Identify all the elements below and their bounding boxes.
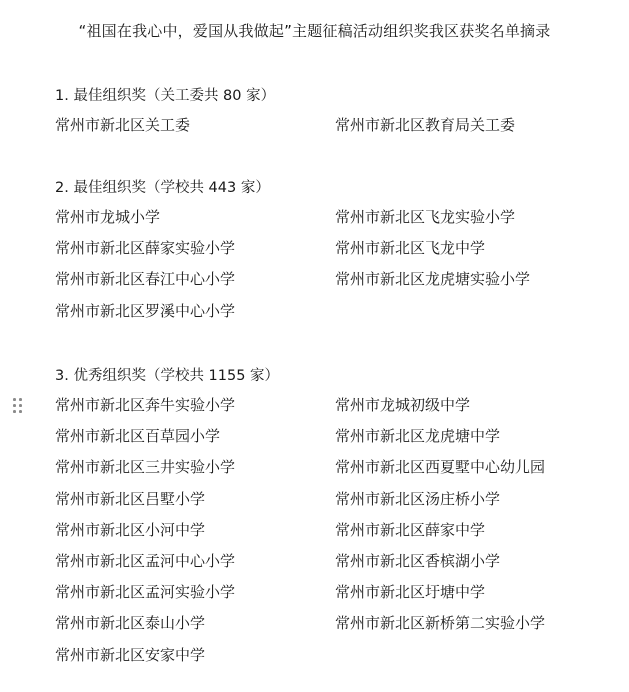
list-item: 常州市新北区罗溪中心小学 (55, 301, 236, 320)
section-best-organization-school (55, 177, 615, 332)
list-item: 常州市新北区三井实验小学 (55, 458, 236, 477)
section-heading: 3. 优秀组织奖（学校共 1155 家） (55, 368, 280, 384)
list-item: 常州市新北区龙虎塘中学 (335, 427, 501, 446)
section-heading: 2. 最佳组织奖（学校共 443 家） (55, 180, 270, 196)
list-item: 常州市新北区春江中心小学 (55, 270, 236, 289)
list-item: 常州市新北区孟河实验小学 (55, 583, 236, 602)
list-item: 常州市新北区汤庄桥小学 (335, 489, 501, 508)
list-item: 常州市龙城初级中学 (335, 396, 471, 414)
list-item: 常州市新北区新桥第二实验小学 (335, 614, 546, 633)
drag-handle-icon[interactable] (13, 398, 23, 414)
list-item: 常州市新北区孟河中心小学 (55, 551, 236, 570)
section-best-organization-committee (55, 85, 615, 146)
list-item: 常州市新北区龙虎塘实验小学 (335, 270, 531, 289)
list-item: 常州市新北区关工委 (55, 116, 191, 134)
list-item: 常州市新北区西夏墅中心幼儿园 (335, 458, 546, 477)
section-excellent-organization-school (55, 365, 615, 676)
list-item: 常州市新北区圩塘中学 (335, 583, 486, 602)
entry-list (55, 207, 615, 332)
list-item: 常州市新北区教育局关工委 (335, 116, 516, 134)
list-item: 常州市新北区飞龙实验小学 (335, 208, 516, 226)
list-item: 常州市新北区奔牛实验小学 (55, 396, 236, 414)
list-item: 常州市新北区薛家实验小学 (55, 239, 236, 258)
section-heading: 1. 最佳组织奖（关工委共 80 家） (55, 88, 276, 104)
list-item: 常州市新北区百草园小学 (55, 427, 221, 446)
list-item: 常州市龙城小学 (55, 208, 161, 226)
list-item: 常州市新北区香槟湖小学 (335, 551, 501, 570)
entry-list (55, 395, 615, 676)
list-item: 常州市新北区安家中学 (55, 645, 206, 664)
document-title: “祖国在我心中，爱国从我做起”主题征稿活动组织奖我区获奖名单摘录 (78, 22, 551, 40)
list-item: 常州市新北区薛家中学 (335, 520, 486, 539)
list-item: 常州市新北区飞龙中学 (335, 239, 486, 258)
entry-list (55, 115, 615, 146)
list-item: 常州市新北区吕墅小学 (55, 489, 206, 508)
list-item: 常州市新北区泰山小学 (55, 614, 206, 633)
list-item: 常州市新北区小河中学 (55, 520, 206, 539)
